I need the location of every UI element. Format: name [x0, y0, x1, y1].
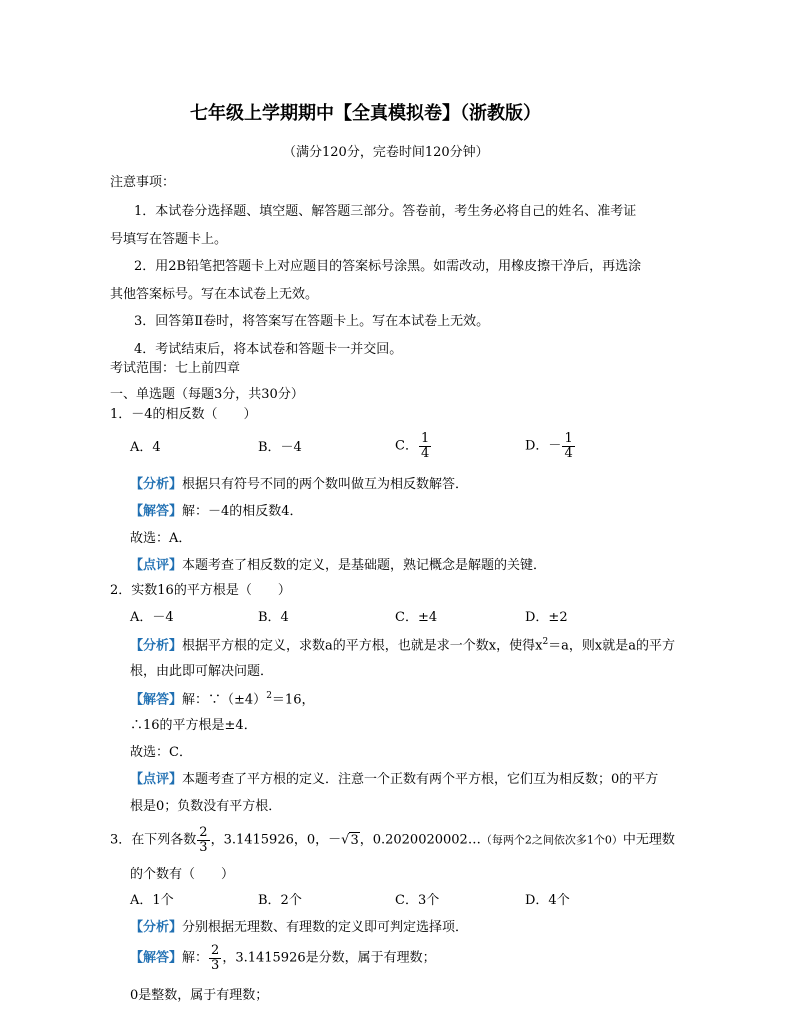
q1-comment-text: 本题考查了相反数的定义，是基础题，熟记概念是解题的关键．	[182, 558, 547, 573]
q2-answer-line2: ∴16的平方根是±4．	[130, 718, 257, 733]
fraction-denominator: 3	[211, 957, 220, 973]
q1-option-d	[525, 432, 576, 460]
exam-scope: 考试范围：七上前四章	[110, 361, 241, 376]
fraction-numerator: 2	[199, 825, 208, 840]
notice-1a: 1．本试卷分选择题、填空题、解答题三部分。答卷前，考生务必将自己的姓名、准考证	[134, 204, 637, 219]
sqrt-sign: √	[341, 832, 350, 848]
q3-stem-pre: 3．在下列各数	[110, 832, 197, 848]
q3-stem-mid: ，3.1415926，0，－	[210, 832, 342, 848]
fraction-denominator: 4	[564, 445, 573, 461]
q2-comment-text-1: 本题考查了平方根的定义．注意一个正数有两个平方根，它们互为相反数；0的平方	[182, 772, 659, 787]
q3-answer	[130, 944, 436, 972]
answer-tag: 【解答】	[130, 504, 183, 519]
page-title: 七年级上学期期中【全真模拟卷】（浙教版）	[190, 103, 541, 124]
q1-stem: 1．－4的相反数（ ）	[110, 407, 257, 422]
notice-heading: 注意事项：	[110, 175, 176, 190]
analysis-tag: 【分析】	[130, 477, 183, 492]
q3-stem-line2: 的个数有（ ）	[130, 867, 235, 882]
notice-2b: 其他答案标号。写在本试卷上无效。	[110, 287, 319, 302]
q1-answer	[130, 505, 303, 518]
q2-answer-text-2: ＝16，	[271, 692, 315, 708]
q2-stem: 2．实数16的平方根是（ ）	[110, 583, 291, 598]
q1-option-b: B．－4	[258, 440, 302, 455]
q2-option-a: A．－4	[130, 610, 174, 625]
q2-analysis	[130, 638, 675, 652]
comment-tag: 【点评】	[130, 558, 183, 573]
q3-option-d: D．4个	[525, 893, 570, 908]
notice-2a: 2．用2B铅笔把答题卡上对应题目的答案标号涂黑。如需改动，用橡皮擦干净后，再选涂	[134, 259, 642, 274]
q3-stem-post: 中无理数	[622, 832, 675, 848]
q3-sqrt-radicand: 3	[350, 832, 359, 848]
q3-option-b: B．2个	[258, 893, 302, 908]
notice-3: 3．回答第Ⅱ卷时，将答案写在答题卡上。写在本试卷上无效。	[134, 314, 490, 329]
q3-stem-number: ，0.2020020002…	[359, 832, 481, 848]
q1-comment	[130, 559, 546, 572]
q2-comment	[130, 773, 658, 786]
fraction-numerator: 1	[564, 431, 573, 446]
q2-analysis-line2: 根，由此即可解决问题．	[130, 664, 274, 679]
q3-answer-fraction	[209, 944, 221, 972]
q2-answer-exponent: 2	[266, 691, 272, 701]
notice-1b: 号填写在答题卡上。	[110, 232, 228, 247]
q2-option-c: C．±4	[395, 610, 438, 625]
q2-choice: 故选：C．	[130, 745, 192, 760]
q1-analysis	[130, 478, 468, 491]
comment-tag: 【点评】	[130, 772, 183, 787]
q3-option-c: C．3个	[395, 893, 440, 908]
q2-answer-text-1: 解：∵（±4）	[182, 692, 267, 708]
page-subtitle: （满分120分，完卷时间120分钟）	[283, 145, 489, 160]
q2-answer	[130, 692, 314, 706]
q2-option-d: D．±2	[525, 610, 568, 625]
analysis-tag: 【分析】	[130, 920, 183, 935]
q3-analysis	[130, 921, 468, 934]
answer-tag: 【解答】	[130, 950, 183, 966]
answer-tag: 【解答】	[130, 692, 183, 708]
section-heading: 一、单选题（每题3分，共30分）	[110, 387, 304, 402]
fraction-denominator: 3	[199, 839, 208, 855]
analysis-tag: 【分析】	[130, 638, 183, 654]
q3-stem	[110, 826, 675, 854]
q1-option-a: A．4	[130, 440, 161, 455]
q3-answer-line2: 0是整数，属于有理数；	[130, 988, 269, 1003]
q3-answer-pre: 解：	[182, 950, 209, 966]
q1-option-c-prefix: C．	[395, 438, 418, 454]
q3-answer-post: ，3.1415926是分数，属于有理数；	[222, 950, 436, 966]
q2-analysis-text-2: ＝a，则x就是a的平方	[548, 638, 676, 654]
notice-4: 4．考试结束后，将本试卷和答题卡一并交回。	[134, 342, 403, 357]
q3-option-a: A．1个	[130, 893, 174, 908]
q2-comment-line2: 根是0；负数没有平方根．	[130, 799, 282, 814]
q1-option-d-fraction	[562, 432, 574, 460]
q1-answer-text: 解：－4的相反数4．	[182, 504, 303, 519]
q1-choice: 故选：A．	[130, 531, 192, 546]
q3-analysis-text: 分别根据无理数、有理数的定义即可判定选择项．	[182, 920, 469, 935]
q3-stem-fraction	[197, 826, 209, 854]
fraction-denominator: 4	[420, 445, 430, 461]
q3-stem-note: （每两个2之间依次多1个0）	[480, 833, 623, 847]
q1-option-d-prefix: D．－	[525, 438, 562, 454]
q2-analysis-text-1: 根据平方根的定义，求数a的平方根，也就是求一个数x，使得x	[182, 638, 543, 654]
fraction-numerator: 2	[211, 943, 220, 958]
q1-option-c	[395, 432, 432, 460]
q1-option-c-fraction	[419, 432, 431, 460]
fraction-numerator: 1	[420, 431, 430, 446]
q1-analysis-text: 根据只有符号不同的两个数叫做互为相反数解答．	[182, 477, 469, 492]
q2-option-b: B．4	[258, 610, 289, 625]
q2-analysis-exponent: 2	[542, 637, 549, 647]
